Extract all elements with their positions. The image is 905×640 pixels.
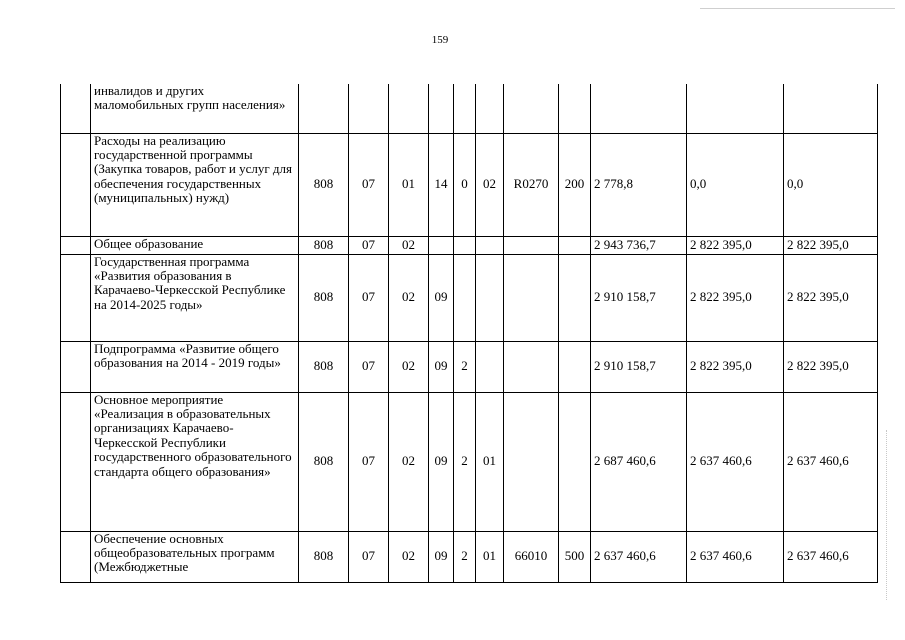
table-cell [61, 133, 91, 236]
sum-year-2: 2 637 460,6 [687, 531, 784, 582]
subprogram-code [454, 254, 476, 341]
table-cell [61, 392, 91, 531]
program-code [429, 236, 454, 254]
row-name: Государственная программа «Развития образования в Карачаево-Черкесской Республике на 2014-2025 годы» [91, 254, 299, 341]
row-name: Основное мероприятие «Реализация в образовательных организациях Карачаево-Черкесской Республики государственного образовательного стандарта общего образования» [91, 392, 299, 531]
subsection-code: 01 [389, 133, 429, 236]
sum-year-1: 2 687 460,6 [591, 392, 687, 531]
table-row [61, 84, 878, 133]
table-row [61, 531, 878, 582]
subprogram-code: 2 [454, 341, 476, 392]
main-event-code [476, 254, 504, 341]
row-name: инвалидов и других маломобильных групп населения» [91, 84, 299, 133]
main-event-code [476, 84, 504, 133]
table-cell [61, 531, 91, 582]
admin-code: 808 [299, 236, 349, 254]
sum-year-1: 2 943 736,7 [591, 236, 687, 254]
sum-year-3: 2 822 395,0 [784, 236, 878, 254]
subsection-code: 02 [389, 392, 429, 531]
section-code: 07 [349, 133, 389, 236]
direction-code [504, 254, 559, 341]
table-cell [61, 254, 91, 341]
admin-code: 808 [299, 254, 349, 341]
program-code: 14 [429, 133, 454, 236]
admin-code: 808 [299, 133, 349, 236]
scan-artifact-dots [886, 430, 887, 600]
table-row [61, 133, 878, 236]
table-cell [61, 236, 91, 254]
budget-table [60, 84, 878, 583]
direction-code [504, 341, 559, 392]
table-cell [61, 341, 91, 392]
sum-year-3 [784, 84, 878, 133]
program-code: 09 [429, 531, 454, 582]
expense-type-code [559, 341, 591, 392]
expense-type-code: 500 [559, 531, 591, 582]
expense-type-code [559, 84, 591, 133]
sum-year-3: 2 822 395,0 [784, 254, 878, 341]
page-number: 159 [431, 34, 449, 46]
sum-year-3: 2 637 460,6 [784, 531, 878, 582]
subprogram-code [454, 236, 476, 254]
sum-year-2 [687, 84, 784, 133]
sum-year-2: 2 822 395,0 [687, 254, 784, 341]
sum-year-2: 2 822 395,0 [687, 341, 784, 392]
main-event-code: 01 [476, 392, 504, 531]
section-code: 07 [349, 341, 389, 392]
scan-artifact-line [700, 8, 895, 9]
sum-year-1: 2 910 158,7 [591, 341, 687, 392]
expense-type-code [559, 254, 591, 341]
main-event-code: 02 [476, 133, 504, 236]
program-code: 09 [429, 341, 454, 392]
sum-year-2: 2 637 460,6 [687, 392, 784, 531]
sum-year-3: 2 637 460,6 [784, 392, 878, 531]
admin-code: 808 [299, 341, 349, 392]
section-code: 07 [349, 392, 389, 531]
admin-code: 808 [299, 531, 349, 582]
section-code: 07 [349, 236, 389, 254]
table-row [61, 236, 878, 254]
subprogram-code [454, 84, 476, 133]
row-name: Обеспечение основных общеобразовательных программ (Межбюджетные [91, 531, 299, 582]
subsection-code: 02 [389, 254, 429, 341]
row-name: Общее образование [91, 236, 299, 254]
direction-code [504, 392, 559, 531]
expense-type-code: 200 [559, 133, 591, 236]
subprogram-code: 0 [454, 133, 476, 236]
row-name: Расходы на реализацию государственной программы (Закупка товаров, работ и услуг для обеспечения государственных (муниципальных) нужд) [91, 133, 299, 236]
subprogram-code: 2 [454, 531, 476, 582]
table-row [61, 341, 878, 392]
subsection-code: 02 [389, 341, 429, 392]
direction-code: 66010 [504, 531, 559, 582]
sum-year-1 [591, 84, 687, 133]
sum-year-1: 2 910 158,7 [591, 254, 687, 341]
subsection-code: 02 [389, 236, 429, 254]
direction-code: R0270 [504, 133, 559, 236]
section-code [349, 84, 389, 133]
sum-year-1: 2 637 460,6 [591, 531, 687, 582]
sum-year-1: 2 778,8 [591, 133, 687, 236]
subsection-code [389, 84, 429, 133]
sum-year-2: 2 822 395,0 [687, 236, 784, 254]
program-code: 09 [429, 392, 454, 531]
main-event-code [476, 341, 504, 392]
row-name: Подпрограмма «Развитие общего образования на 2014 - 2019 годы» [91, 341, 299, 392]
program-code [429, 84, 454, 133]
main-event-code: 01 [476, 531, 504, 582]
subsection-code: 02 [389, 531, 429, 582]
table-row [61, 392, 878, 531]
expense-type-code [559, 236, 591, 254]
admin-code: 808 [299, 392, 349, 531]
admin-code [299, 84, 349, 133]
table-row [61, 254, 878, 341]
sum-year-2: 0,0 [687, 133, 784, 236]
subprogram-code: 2 [454, 392, 476, 531]
sum-year-3: 2 822 395,0 [784, 341, 878, 392]
table-cell [61, 84, 91, 133]
expense-type-code [559, 392, 591, 531]
program-code: 09 [429, 254, 454, 341]
sum-year-3: 0,0 [784, 133, 878, 236]
section-code: 07 [349, 531, 389, 582]
main-event-code [476, 236, 504, 254]
section-code: 07 [349, 254, 389, 341]
direction-code [504, 84, 559, 133]
direction-code [504, 236, 559, 254]
